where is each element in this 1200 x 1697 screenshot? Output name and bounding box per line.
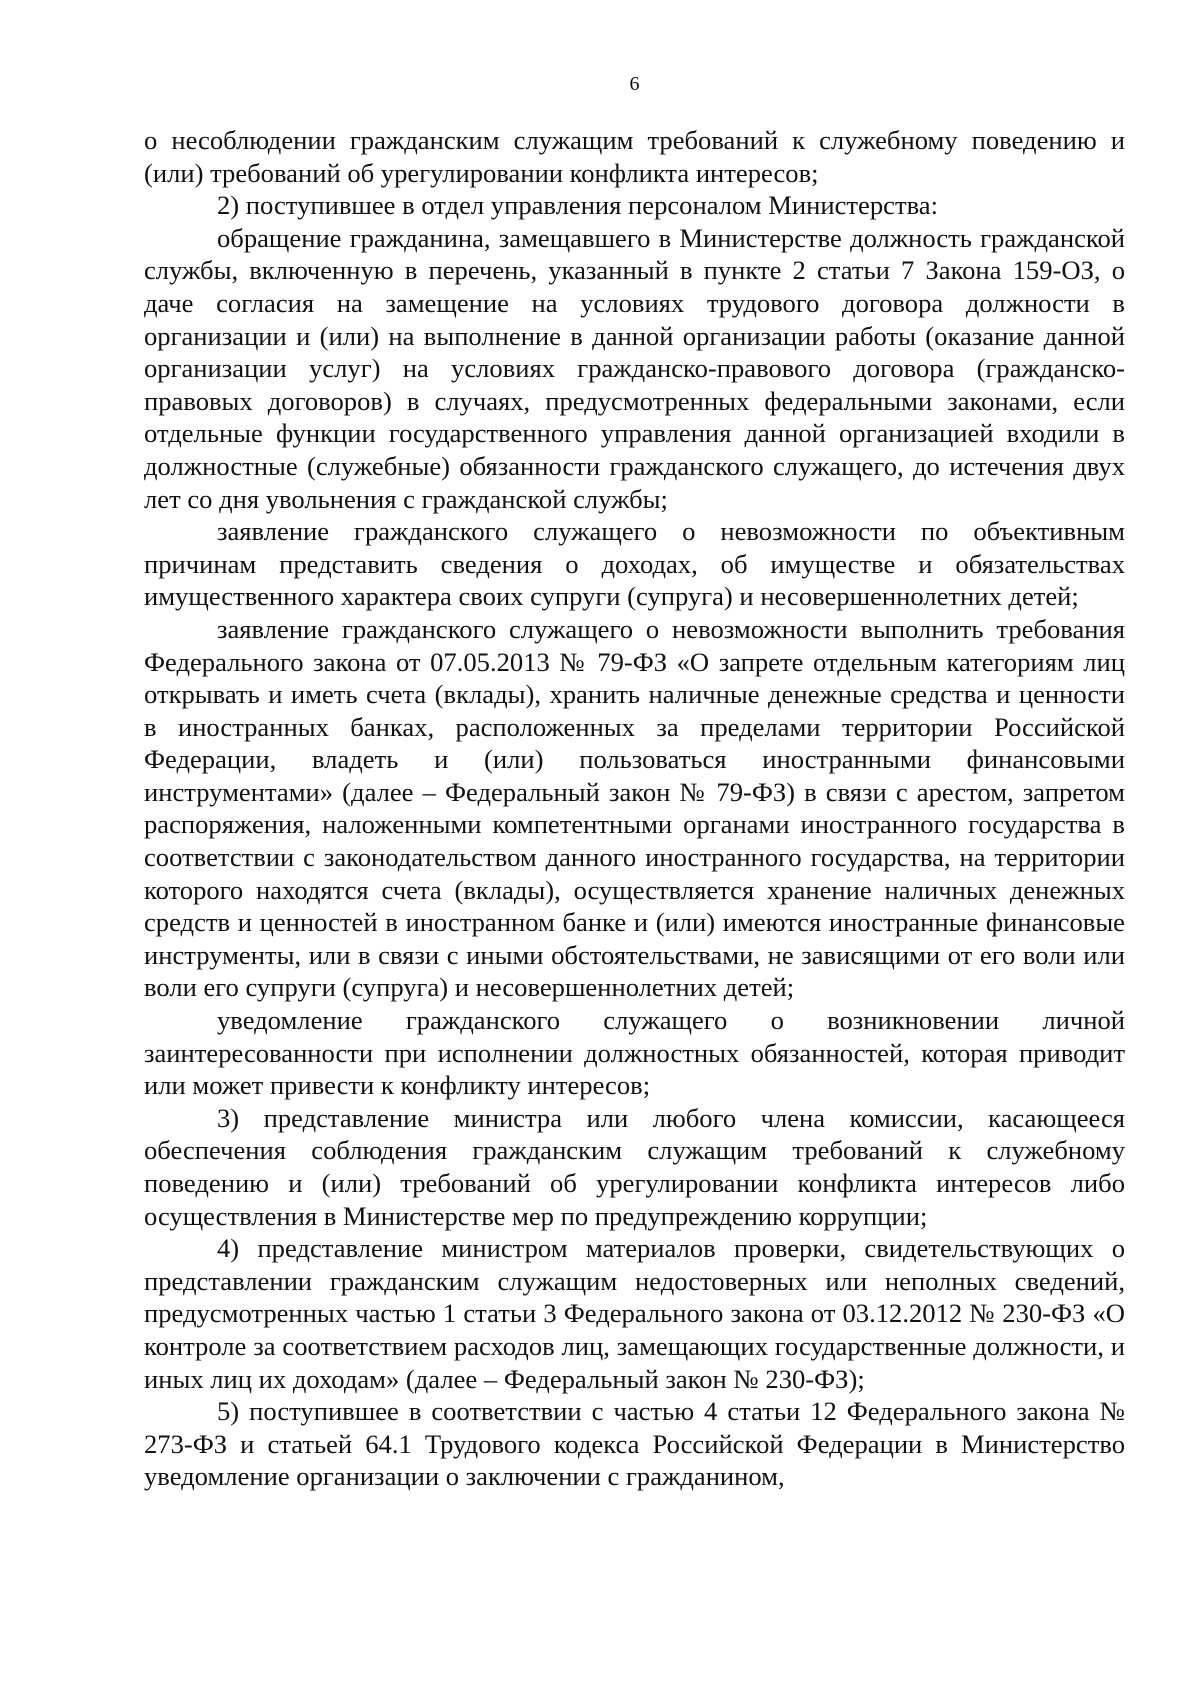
- paragraph-item-2: 2) поступившее в отдел управления персоналом Министерства:: [217, 190, 938, 221]
- paragraph-statement-foreign-accounts: заявление гражданского служащего о невозможности выполнить требования Федерального закона от 07.05.2013 № 79-ФЗ «О запрете отдельным категориям лиц открывать и иметь счета (вклады), хранить наличные денежные средства и ценности в иностранных банках, расположенных за пределами территории Российской Федерации, владеть и (или) пользоваться иностранными финансовыми инструментами» (далее – Федеральный закон № 79-ФЗ) в связи с арестом, запретом распоряжения, наложенными компетентными органами иностранного государства в соответствии с законодательством данного иностранного государства, на территории которого находятся счета (вклады), осуществляется хранение наличных денежных средств и ценностей в иностранном банке и (или) имеются иностранные финансовые инструменты, или в связи с иными обстоятельствами, не зависящими от его воли или воли его супруги (супруга) и несовершеннолетних детей;: [144, 613, 1125, 1003]
- paragraph-item-5: 5) поступившее в соответствии с частью 4 статьи 12 Федерального закона № 273-ФЗ и статьей 64.1 Трудового кодекса Российской Федерации в Министерство уведомление организации о заключении с гражданином,: [144, 1396, 1125, 1492]
- paragraph-statement-income: заявление гражданского служащего о невозможности по объективным причинам представить сведения о доходах, об имуществе и обязательствах имущественного характера своих супруги (супруга) и несовершеннолетних детей;: [144, 516, 1125, 612]
- paragraph-notification-interest: уведомление гражданского служащего о возникновении личной заинтересованности при исполнении должностных обязанностей, которая приводит или может привести к конфликту интересов;: [144, 1005, 1125, 1101]
- paragraph-item-3: 3) представление министра или любого члена комиссии, касающееся обеспечения соблюдения гражданским служащим требований к служебному поведению и (или) требований об урегулировании конфликта интересов либо осуществления в Министерстве мер по предупреждению коррупции;: [144, 1102, 1125, 1231]
- document-body: [144, 124, 1125, 1493]
- paragraph-continuation: о несоблюдении гражданским служащим требований к служебному поведению и (или) требований об урегулировании конфликта интересов;: [144, 125, 1125, 188]
- paragraph-item-4: 4) представление министром материалов проверки, свидетельствующих о представлении гражданским служащим недостоверных или неполных сведений, предусмотренных частью 1 статьи 3 Федерального закона от 03.12.2012 № 230-ФЗ «О контроле за соответствием расходов лиц, замещающих государственные должности, и иных лиц их доходам» (далее – Федеральный закон № 230-ФЗ);: [144, 1233, 1125, 1394]
- paragraph-citizen-appeal: обращение гражданина, замещавшего в Министерстве должность гражданской службы, включенную в перечень, указанный в пункте 2 статьи 7 Закона 159-ОЗ, о даче согласия на замещение на условиях трудового договора должности в организации и (или) на выполнение в данной организации работы (оказание данной организации услуг) на условиях гражданско-правового договора (гражданско-правовых договоров) в случаях, предусмотренных федеральными законами, если отдельные функции государственного управления данной организацией входили в должностные (служебные) обязанности гражданского служащего, до истечения двух лет со дня увольнения с гражданской службы;: [144, 222, 1125, 514]
- page-number: 6: [629, 73, 640, 95]
